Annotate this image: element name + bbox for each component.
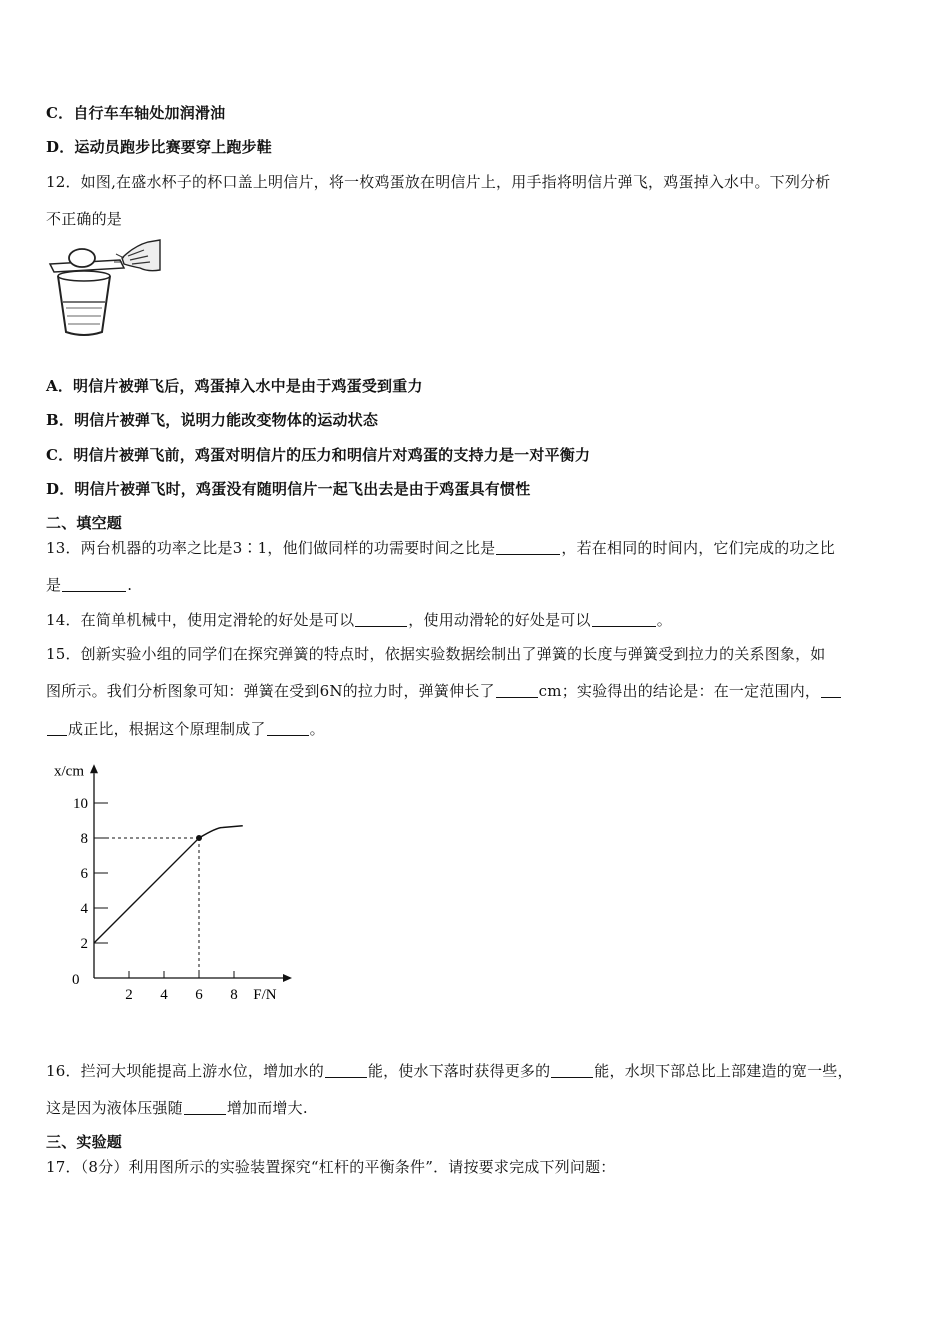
option-c-prev: C．自行车车轴处加润滑油 <box>46 104 226 122</box>
question-12-option-a: A．明信片被弹飞后，鸡蛋掉入水中是由于鸡蛋受到重力 <box>46 377 423 395</box>
section-fill-in-title: 二、填空题 <box>46 514 123 532</box>
y-axis-label: x/cm <box>54 763 84 780</box>
question-12-stem-cont: 不正确的是 <box>46 210 123 228</box>
question-15-line1: 15．创新实验小组的同学们在探究弹簧的特点时，依据实验数据绘制出了弹簧的长度与弹簧受到拉力的关系图象，如 <box>46 645 826 663</box>
y-tick-label: 4 <box>80 901 88 917</box>
question-14-text-c: 。 <box>656 611 672 629</box>
question-15-line3 <box>46 718 325 739</box>
question-16-text-e: 增加而增大. <box>226 1099 308 1117</box>
y-tick-label: 2 <box>80 936 88 952</box>
spring-length-force-graph <box>40 756 300 1006</box>
x-tick-label: 2 <box>125 987 133 1003</box>
question-13-line2 <box>46 574 132 595</box>
data-point-marker <box>196 835 202 841</box>
x-tick-label: 8 <box>230 987 238 1003</box>
question-16-text-c: 能，水坝下部总比上部建造的宽一些， <box>594 1062 853 1080</box>
x-axis-label: F/N <box>253 987 277 1003</box>
answer-blank <box>496 683 538 698</box>
answer-blank <box>592 612 656 627</box>
x-tick-label: 4 <box>160 987 168 1003</box>
question-15-line2 <box>46 680 842 701</box>
origin-label: 0 <box>72 972 80 988</box>
question-15-text-d: 。 <box>309 720 325 738</box>
series-line-spring <box>94 826 243 943</box>
y-axis-arrow <box>90 764 98 773</box>
y-tick-label: 8 <box>80 831 88 847</box>
x-tick-label: 6 <box>195 987 203 1003</box>
question-16-text-b: 能，使水下落时获得更多的 <box>367 1062 551 1080</box>
answer-blank <box>62 577 126 592</box>
answer-blank <box>551 1063 593 1078</box>
answer-blank <box>821 683 841 698</box>
question-14 <box>46 609 672 630</box>
answer-blank <box>184 1100 226 1115</box>
option-d-prev: D．运动员跑步比赛要穿上跑步鞋 <box>46 138 273 156</box>
answer-blank <box>496 540 560 555</box>
question-12-option-b: B．明信片被弹飞，说明力能改变物体的运动状态 <box>46 411 379 429</box>
egg-card-cup-figure <box>44 236 164 342</box>
y-tick-label: 6 <box>80 866 88 882</box>
question-13-text-a: 13．两台机器的功率之比是3∶1，他们做同样的功需要时间之比是 <box>46 539 496 557</box>
answer-blank <box>267 721 309 736</box>
question-15-text-a: 图所示。我们分析图象可知：弹簧在受到6N的拉力时，弹簧伸长了 <box>46 682 495 700</box>
question-15-text-b: cm；实验得出的结论是：在一定范围内， <box>538 682 821 700</box>
x-axis-arrow <box>283 974 292 982</box>
question-16-text-d: 这是因为液体压强随 <box>46 1099 183 1117</box>
question-13-text-b: ，若在相同的时间内，它们完成的功之比 <box>561 539 835 557</box>
question-17: 17．（8分）利用图所示的实验装置探究“杠杆的平衡条件”．请按要求完成下列问题： <box>46 1158 616 1176</box>
y-tick-label: 10 <box>73 796 88 812</box>
question-13-text-d: . <box>127 576 133 594</box>
answer-blank <box>325 1063 367 1078</box>
question-12-stem: 12．如图,在盛水杯子的杯口盖上明信片，将一枚鸡蛋放在明信片上，用手指将明信片弹飞，鸡蛋掉入水中。下列分析 <box>46 173 831 191</box>
question-13-line1 <box>46 537 835 558</box>
answer-blank <box>355 612 407 627</box>
question-16-line2 <box>46 1097 308 1118</box>
question-12-option-c: C．明信片被弹飞前，鸡蛋对明信片的压力和明信片对鸡蛋的支持力是一对平衡力 <box>46 446 591 464</box>
section-experiment-title: 三、实验题 <box>46 1133 123 1151</box>
question-15-text-c: 成正比，根据这个原理制成了 <box>68 720 266 738</box>
question-16-text-a: 16．拦河大坝能提高上游水位，增加水的 <box>46 1062 324 1080</box>
question-12-option-d: D．明信片被弹飞时，鸡蛋没有随明信片一起飞出去是由于鸡蛋具有惯性 <box>46 480 531 498</box>
question-13-text-c: 是 <box>46 576 62 594</box>
answer-blank <box>47 721 67 736</box>
question-16-line1 <box>46 1060 853 1081</box>
question-14-text-b: ，使用动滑轮的好处是可以 <box>408 611 591 629</box>
question-14-text-a: 14．在简单机械中，使用定滑轮的好处是可以 <box>46 611 355 629</box>
